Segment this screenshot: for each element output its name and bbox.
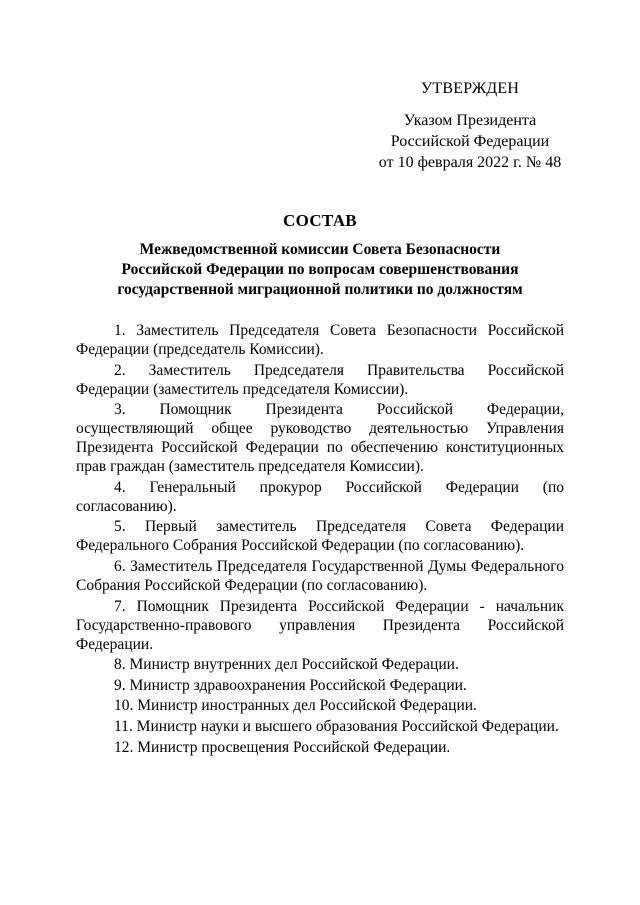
list-item: 11. Министр науки и высшего образования Российской Федерации.	[114, 717, 559, 735]
list-item: 8. Министр внутренних дел Российской Федерации.	[114, 656, 459, 674]
list-item: 9. Министр здравоохранения Российской Федерации.	[114, 676, 467, 694]
list-item: 1. Заместитель Председателя Совета Безопасности Российской Федерации (председатель Комиссии).	[76, 322, 564, 358]
list-item: 6. Заместитель Председателя Государственной Думы Федерального Собрания Российской Федерации (по согласованию).	[76, 557, 564, 594]
approved-label: УТВЕРЖДЕН	[420, 80, 520, 97]
list-item: 10. Министр иностранных дел Российской Федерации.	[114, 697, 477, 715]
approval-decree-line: Указом Президента	[403, 112, 537, 129]
document-subtitle	[76, 240, 564, 300]
list-item: 12. Министр просвещения Российской Федерации.	[114, 738, 451, 756]
list-item: 4. Генеральный прокурор Российской Федерации (по согласованию).	[76, 478, 564, 515]
document-title: СОСТАВ	[283, 211, 357, 230]
approval-date-line: от 10 февраля 2022 г. № 48	[378, 154, 562, 171]
list-item: 5. Первый заместитель Председателя Совета Федерации Федерального Собрания Российской Федерации (по согласованию).	[76, 518, 564, 555]
document-heading	[76, 210, 564, 300]
approval-block	[360, 78, 580, 173]
approval-country-line: Российской Федерации	[390, 133, 550, 150]
list-item: 7. Помощник Президента Российской Федерации - начальник Государственно-правового управления Президента Российской Федерации.	[76, 597, 564, 653]
subtitle-line: Межведомственной комиссии Совета Безопасности	[139, 241, 501, 258]
membership-list	[76, 321, 564, 758]
list-item: 2. Заместитель Председателя Правительства Российской Федерации (заместитель председателя Комиссии).	[76, 361, 564, 398]
subtitle-line: Российской Федерации по вопросам совершенствования	[121, 261, 519, 278]
list-item: 3. Помощник Президента Российской Федерации, осуществляющий общее руководство деятельностью Управления Президента Российской Федерации по обеспечению конституционных прав граждан (заместитель председателя Комиссии).	[76, 401, 564, 476]
subtitle-line: государственной миграционной политики по должностям	[117, 281, 523, 298]
